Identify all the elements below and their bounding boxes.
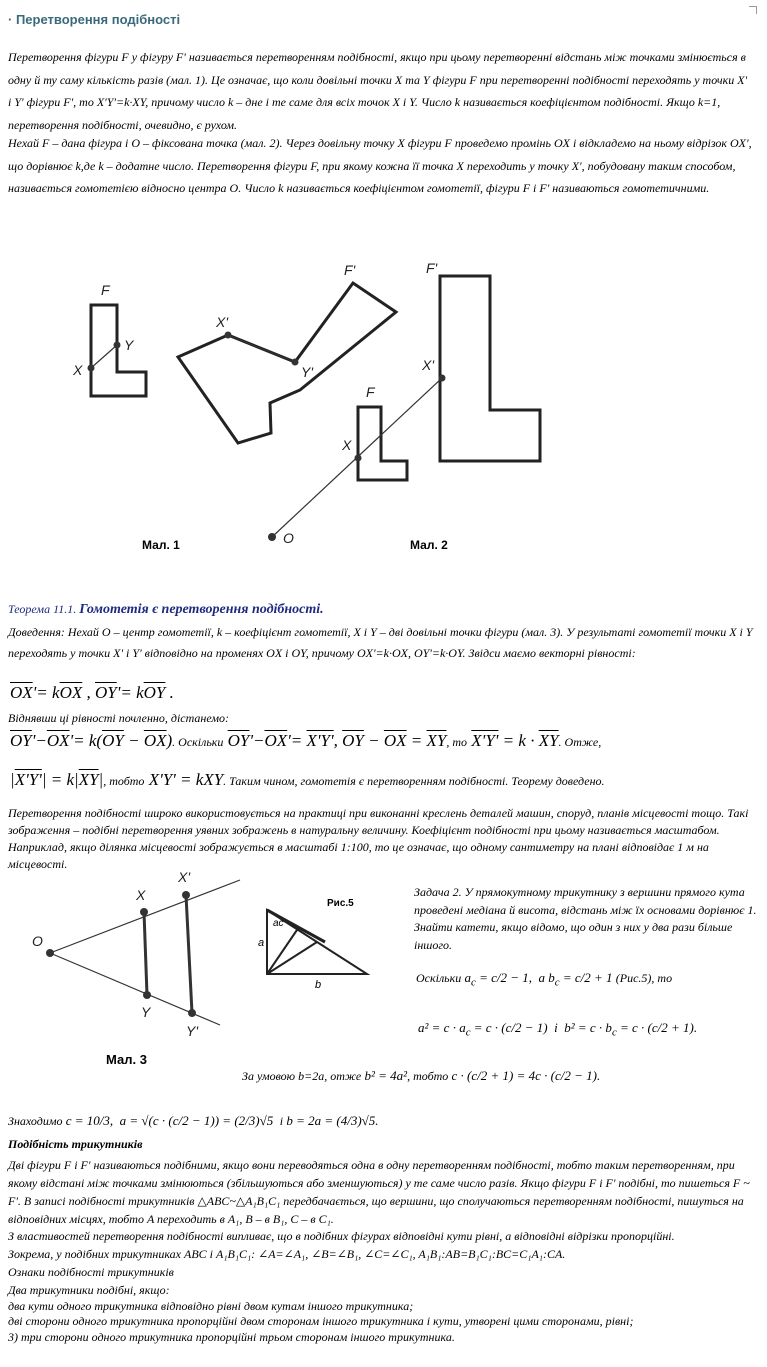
label-X: X — [73, 362, 83, 378]
proof-thus: . Отже, — [558, 735, 602, 749]
corner-icon — [749, 6, 757, 14]
task-so: , тобто — [407, 1069, 449, 1083]
similarity-heading: Подібність трикутників — [8, 1137, 143, 1151]
proof-so: , тобто — [103, 774, 145, 788]
label-O: O — [283, 530, 294, 546]
figure-F1-shape — [178, 283, 396, 443]
proof-end: . Таким чином, гомотетія є перетворенням подібності. Теорему доведено. — [223, 774, 605, 788]
answer-find: Знаходимо — [8, 1114, 63, 1128]
figure-5 — [255, 890, 380, 990]
label-Y: Y — [124, 337, 134, 353]
proof-since: . Оскільки — [172, 735, 224, 749]
vector-equations: $\overline{OX}'= k\overline{OX}$ , $\overline{OY}'= k\overline{OY}$ . — [10, 683, 174, 702]
task-cond: За умовою b=2a, отже — [242, 1069, 362, 1083]
task-formula-2: $a^2 = c \cdot a_c = c \cdot (c/2 - 1)$ і $b^2 = c \cdot b_c = c \cdot (c/2 + 1)$. — [418, 1020, 698, 1039]
fig5-a: a — [258, 937, 265, 949]
task-2: Задача 2. У прямокутному трикутнику з вершини прямого кута проведені медіана й висота, відстань між їх основами дорівнює 1. Знайти катети, якщо відомо, що один з них у два рази більше іншого. — [414, 885, 757, 952]
theorem-statement: Гомотетія є перетворення подібності. — [79, 602, 324, 617]
label-F-2: F — [366, 384, 375, 400]
sign-3: 3) три сторони одного трикутника пропорційні трьом сторонам іншого трикутника. — [8, 1330, 455, 1344]
label-X-2: X — [342, 437, 352, 453]
proof-then: , то — [446, 735, 468, 749]
figure-F1-shape-2 — [440, 276, 540, 461]
task-ref: (Рис.5), то — [615, 971, 673, 985]
figure-F-shape — [91, 305, 146, 396]
intro-paragraph-2: Нехай F – дана фігура і O – фіксована точка (мал. 2). Через довільну точку X фігури F проведемо промінь OX і відкладемо на ньому відрізок OX', що дорівнює k,де k – додатне число. Перетворення фігури F, при якому кожна її точка X переходить у точку X', побудовану таким способом, називається гомотетією відносно центра O. Число k називається коефіцієнтом гомотетії, фігури F і F' називаються гомотетичними. — [8, 136, 752, 195]
label-F1: F' — [344, 262, 356, 278]
intro-paragraph-1: Перетворення фігури F у фігуру F' називається перетворенням подібності, якщо при цьому перетворенні відстань між точками змінюється в одну й ту саму кількість разів (мал. 1). Це означає, що коли довільні точки X та Y фігури F при перетворенні подібності переходять у точки X' і Y' фігури F', то X'Y'=k·XY, причому число k – дне і те саме для всіх точок X і Y. Число k називається коефіцієнтом подібності. Якщо k=1, перетворення подібності, очевидно, є рухом. — [8, 50, 748, 132]
fig3-X: X — [136, 887, 146, 903]
fig3-X1: X' — [178, 869, 191, 885]
fig3-caption: Мал. 3 — [106, 1052, 147, 1067]
sign-1: два кути одного трикутника відповідно рівні двом кутам іншого трикутника; — [8, 1299, 414, 1313]
sign-2: дві сторони одного трикутника пропорційні двом сторонам іншого трикутника і кути, утворені цими сторонами, рівні; — [8, 1314, 634, 1328]
fig5-b: b — [315, 979, 322, 990]
similarity-p2: З властивостей перетворення подібності випливає, що в подібних фігурах відповідні кути рівні, а відповідні відрізки пропорційні. — [8, 1229, 675, 1243]
figure-1-2 — [0, 240, 767, 570]
figure-3 — [20, 860, 250, 1075]
fig3-Y1: Y' — [186, 1023, 199, 1039]
page-title: · Перетворення подібності — [8, 12, 181, 27]
length-equation: $|X'Y'| = k|\overline{XY}|$, тобто X'Y' = kXY. Таким чином, гомотетія є перетворенням подібності. Теорему доведено. — [10, 770, 605, 789]
similarity-p1: Дві фігури F і F' називаються подібними, якщо вони переводяться одна в одну перетворенням подібності, тобто таким перетворенням, при якому відстані між точками змінюються (збільшуються або зменшуються) у те саме число разів. Якщо фігури F і F' подібні, то пишеться F ~ F'. В записі подібності трикутників △ABC~△A₁B₁C₁ передбачається, що вершини, що сполучаються перетворенням подібності, пишуться на відповідних місцях, тобто A переходить в A₁, B – в B₁, C – в C₁. — [8, 1158, 750, 1226]
label-X1: X' — [216, 314, 229, 330]
label-F1-2: F' — [426, 260, 438, 276]
proof-intro: Доведення: Нехай O – центр гомотетії, k – коефіцієнт гомотетії, X і Y – дві довільні точки фігури (мал. 3). У результаті гомотетії точки X і Y переходять у точки X' і Y' відповідно на променях OX і OY, причому OX'=k·OX, OY'=k·OY. Звідси маємо векторні рівності: — [8, 625, 753, 660]
answer-and: і — [279, 1114, 284, 1128]
label-F: F — [101, 282, 110, 298]
fig3-O: O — [32, 933, 43, 949]
label-Y1: Y' — [301, 364, 314, 380]
signs-intro: Два трикутники подібні, якщо: — [8, 1283, 170, 1297]
theorem — [8, 602, 324, 618]
vector-difference: $\overline{OY}'-\overline{OX}'= k(\overline{OY} - \overline{OX})$. Оскільки $\overline{OY}'-\overline{OX}'= X'Y'$, $\overline{OY} - \overline{OX} = \overline{XY}$, то $X'Y' = k \cdot \overline{XY}$. Отже, — [10, 731, 602, 750]
label-X1-2: X' — [422, 357, 435, 373]
task-formula-3: За умовою b=2a, отже b² = 4a², тобто c · (c/2 + 1) = 4c · (c/2 − 1). — [242, 1068, 601, 1083]
theorem-label: Теорема 11.1. — [8, 602, 77, 616]
similarity-p3: Зокрема, у подібних трикутниках ABC і A₁B₁C₁: ∠A=∠A₁, ∠B=∠B₁, ∠C=∠C₁, A₁B₁:AB=B₁C₁:BC=C₁A₁:CA. — [8, 1247, 566, 1261]
fig2-caption: Мал. 2 — [410, 538, 448, 552]
proof-usage: Перетворення подібності широко використовується на практиці при виконанні креслень деталей машин, споруд, планів місцевості тощо. Такі зображення – подібні перетворення уявних зображень в натуральну величину. Коефіцієнт подібності при цьому називається масштабом. Наприклад, якщо ділянка місцевості зображується в масштабі 1:100, то це означає, що одному сантиметру на плані відповідає 1 м на місцевості. — [8, 806, 749, 871]
task-since: Оскільки — [416, 971, 462, 985]
fig1-caption: Мал. 1 — [142, 538, 180, 552]
proof-subtract: Віднявши ці рівності почленно, дістанемо: — [8, 711, 230, 725]
fig5-ac: ac — [273, 918, 284, 929]
fig3-Y: Y — [141, 1004, 151, 1020]
answer-formula: Знаходимо c = 10/3, a = √(c · (c/2 − 1)) = (2/3)√5 і b = 2a = (4/3)√5. — [8, 1113, 379, 1128]
task-formula-1: Оскільки $a_c = c/2 - 1$, a $b_c = c/2 + 1$ (Рис.5), то — [416, 970, 673, 989]
signs-title: Ознаки подібності трикутників — [8, 1265, 174, 1279]
fig5-caption: Рис.5 — [327, 898, 354, 909]
